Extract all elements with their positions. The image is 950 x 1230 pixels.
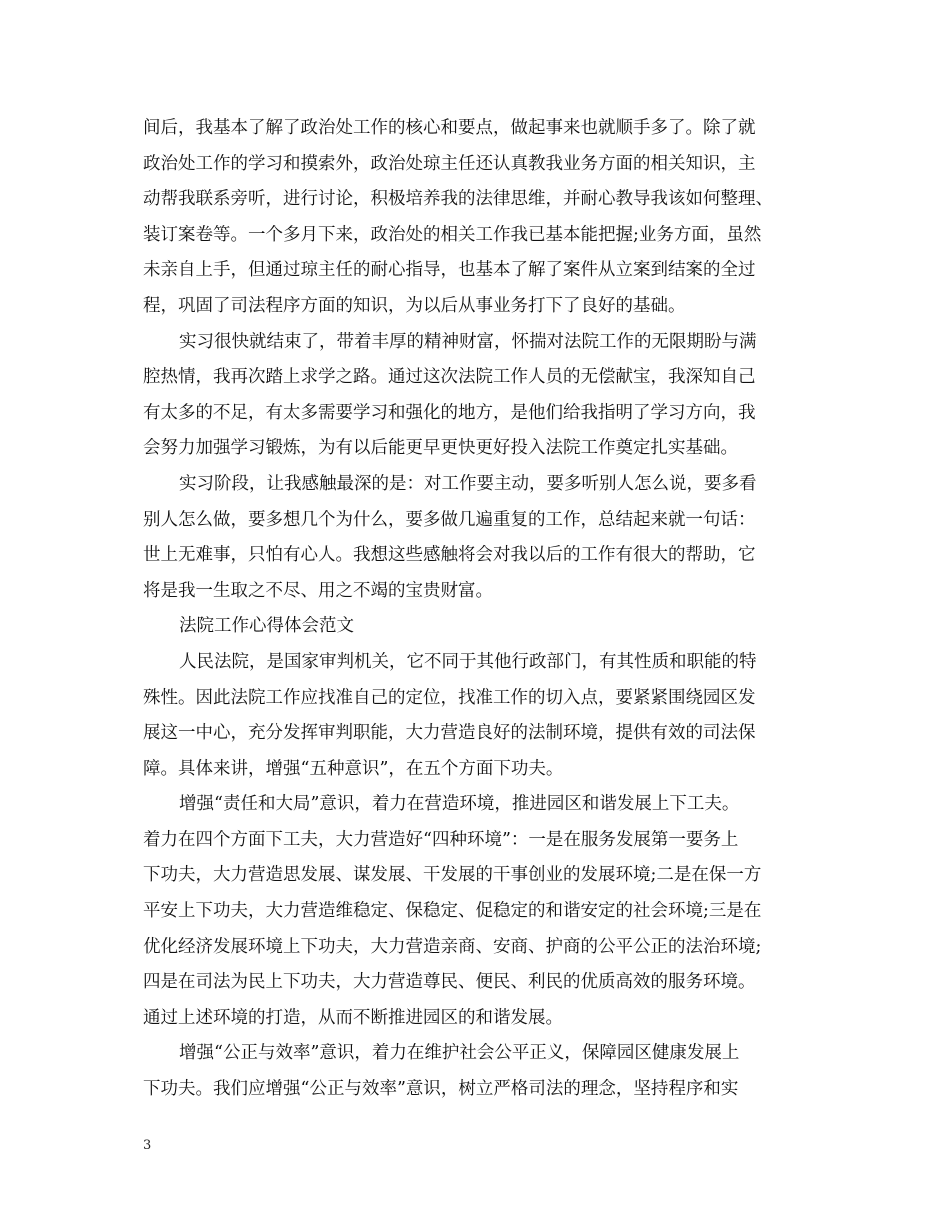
text-line: 别人怎么做，要多想几个为什么，要多做几遍重复的工作，总结起来就一句话： <box>143 509 756 530</box>
paragraph-first-line: 实习阶段，让我感触最深的是：对工作要主动，要多听别人怎么说，要多看 <box>179 473 757 494</box>
text-line: 动帮我联系旁听，进行讨论，积极培养我的法律思维，并耐心教导我该如何整理、 <box>143 189 773 210</box>
paragraph-first-line: 增强“公正与效率”意识，着力在维护社会公平正义，保障园区健康发展上 <box>179 1043 740 1064</box>
section-heading: 法院工作心得体会范文 <box>179 616 354 637</box>
text-line: 世上无难事，只怕有心人。我想这些感触将会对我以后的工作有很大的帮助，它 <box>143 545 756 566</box>
text-line: 着力在四个方面下工夫，大力营造好“四种环境”：一是在服务发展第一要务上 <box>143 829 739 850</box>
text-line: 下功夫。我们应增强“公正与效率”意识，树立严格司法的理念，坚持程序和实 <box>143 1079 739 1100</box>
text-line: 障。具体来讲，增强“五种意识”，在五个方面下功夫。 <box>143 758 564 779</box>
text-line: 间后，我基本了解了政治处工作的核心和要点，做起事来也就顺手多了。除了就 <box>143 118 756 138</box>
text-line: 展这一中心，充分发挥审判职能，大力营造良好的法制环境，提供有效的司法保 <box>143 723 756 744</box>
page-number: 3 <box>143 1138 152 1153</box>
text-line: 腔热情，我再次踏上求学之路。通过这次法院工作人员的无偿献宝，我深知自己 <box>143 367 756 388</box>
document-body <box>143 111 813 1108</box>
text-line: 政治处工作的学习和摸索外，政治处琼主任还认真教我业务方面的相关知识，主 <box>143 153 756 174</box>
paragraph-first-line: 实习很快就结束了，带着丰厚的精神财富，怀揣对法院工作的无限期盼与满 <box>179 331 757 352</box>
text-line: 装订案卷等。一个多月下来，政治处的相关工作我已基本能把握;业务方面，虽然 <box>143 224 762 245</box>
text-line: 殊性。因此法院工作应找准自己的定位，找准工作的切入点，要紧紧围绕园区发 <box>143 687 756 708</box>
text-line: 会努力加强学习锻炼，为有以后能更早更快更好投入法院工作奠定扎实基础。 <box>143 438 738 459</box>
text-line: 程，巩固了司法程序方面的知识，为以后从事业务打下了良好的基础。 <box>143 295 686 316</box>
paragraph-first-line: 增强“责任和大局”意识，着力在营造环境，推进园区和谐发展上下工夫。 <box>179 794 740 815</box>
text-line: 通过上述环境的打造，从而不断推进园区的和谐发展。 <box>143 1007 563 1028</box>
text-line: 有太多的不足，有太多需要学习和强化的地方，是他们给我指明了学习方向，我 <box>143 402 756 423</box>
text-line: 优化经济发展环境上下功夫，大力营造亲商、安商、护商的公平公正的法治环境; <box>143 936 762 957</box>
text-line: 将是我一生取之不尽、用之不竭的宝贵财富。 <box>143 580 493 601</box>
paragraph-first-line: 人民法院，是国家审判机关，它不同于其他行政部门，有其性质和职能的特 <box>179 651 757 672</box>
text-line: 平安上下功夫，大力营造维稳定、保稳定、促稳定的和谐安定的社会环境;三是在 <box>143 901 762 922</box>
text-line: 四是在司法为民上下功夫，大力营造尊民、便民、利民的优质高效的服务环境。 <box>143 972 756 993</box>
text-line: 未亲自上手，但通过琼主任的耐心指导，也基本了解了案件从立案到结案的全过 <box>143 260 756 281</box>
text-line: 下功夫，大力营造思发展、谋发展、干发展的干事创业的发展环境;二是在保一方 <box>143 865 762 886</box>
